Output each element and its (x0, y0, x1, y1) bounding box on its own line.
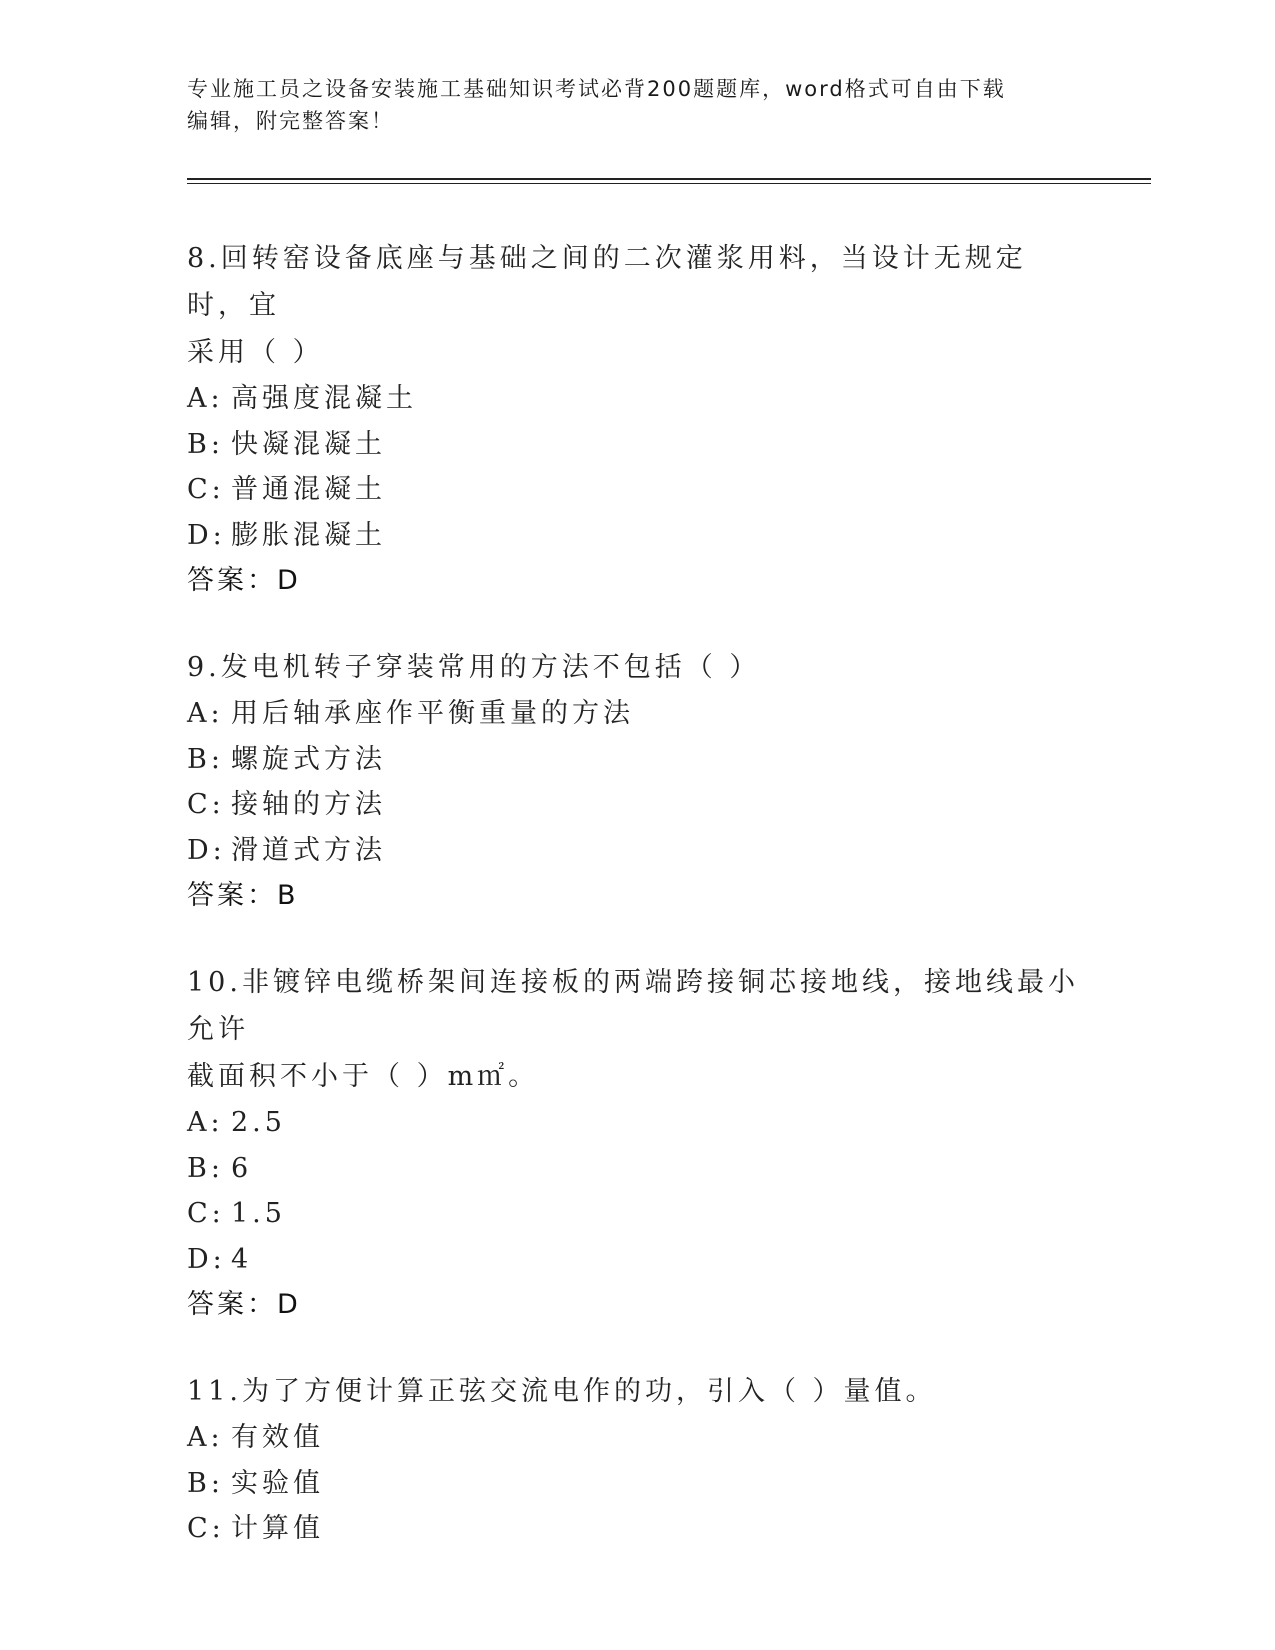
option-label: C: (187, 1513, 225, 1544)
question-stem: 8.回转窑设备底座与基础之间的二次灌浆用料，当设计无规定时，宜 (187, 243, 1027, 321)
question-10 (187, 959, 1087, 1328)
option-text: 计算值 (231, 1513, 324, 1544)
option-label: A: (187, 698, 224, 729)
option-c (187, 467, 1087, 513)
option-label: B: (187, 743, 224, 775)
option-text: 4 (231, 1243, 253, 1275)
answer-line: 答案：D (187, 565, 301, 596)
option-label: C: (187, 474, 225, 505)
option-a (187, 691, 1087, 737)
option-b (187, 1461, 1087, 1507)
option-label: C: (187, 1198, 225, 1229)
option-label: D: (187, 519, 226, 551)
option-text: 高强度混凝土 (231, 383, 417, 414)
option-label: D: (187, 1243, 226, 1275)
answer-line: 答案：B (187, 880, 299, 911)
option-label: A: (187, 1107, 224, 1138)
answer-line: 答案：D (187, 1289, 301, 1320)
option-text: 实验值 (231, 1467, 324, 1499)
option-text: 快凝混凝土 (231, 428, 386, 460)
option-b (187, 737, 1087, 783)
question-9 (187, 644, 1087, 919)
question-stem: 10.非镀锌电缆桥架间连接板的两端跨接铜芯接地线，接地线最小允许 (187, 967, 1079, 1045)
option-text: 1.5 (231, 1198, 286, 1229)
option-b (187, 1146, 1087, 1192)
option-label: B: (187, 1467, 224, 1499)
document-header (187, 73, 1087, 137)
header-line-1: 专业施工员之设备安装施工基础知识考试必背200题题库，word格式可自由下载 (187, 77, 1006, 101)
option-label: A: (187, 1422, 224, 1453)
option-text: 接轴的方法 (231, 789, 386, 820)
option-text: 有效值 (231, 1422, 324, 1453)
option-a (187, 1100, 1087, 1146)
option-b (187, 422, 1087, 468)
option-text: 普通混凝土 (231, 474, 386, 505)
option-c (187, 782, 1087, 828)
header-line-2: 编辑，附完整答案！ (187, 109, 394, 133)
question-11 (187, 1368, 1087, 1552)
option-d (187, 828, 1087, 874)
question-stem-continued: 截面积不小于（ ）m㎡。 (187, 1061, 540, 1092)
option-label: A: (187, 383, 224, 414)
option-d (187, 513, 1087, 559)
header-divider-top (187, 178, 1151, 180)
option-c (187, 1506, 1087, 1552)
option-text: 螺旋式方法 (231, 743, 386, 775)
option-label: B: (187, 1152, 224, 1184)
option-a (187, 376, 1087, 422)
option-text: 6 (231, 1152, 253, 1184)
option-d (187, 1237, 1087, 1283)
question-stem: 9.发电机转子穿装常用的方法不包括（ ） (187, 652, 761, 683)
option-text: 2.5 (231, 1107, 286, 1138)
option-label: B: (187, 428, 224, 460)
option-text: 膨胀混凝土 (231, 519, 386, 551)
option-label: C: (187, 789, 225, 820)
question-8 (187, 235, 1087, 604)
option-c (187, 1191, 1087, 1237)
option-text: 滑道式方法 (231, 834, 386, 866)
option-text: 用后轴承座作平衡重量的方法 (231, 698, 634, 729)
question-stem-continued: 采用（ ） (187, 337, 324, 368)
question-stem: 11.为了方便计算正弦交流电作的功，引入（ ）量值。 (187, 1376, 937, 1407)
header-divider-bottom (187, 183, 1151, 184)
option-a (187, 1415, 1087, 1461)
option-label: D: (187, 834, 226, 866)
question-list (187, 235, 1087, 1592)
